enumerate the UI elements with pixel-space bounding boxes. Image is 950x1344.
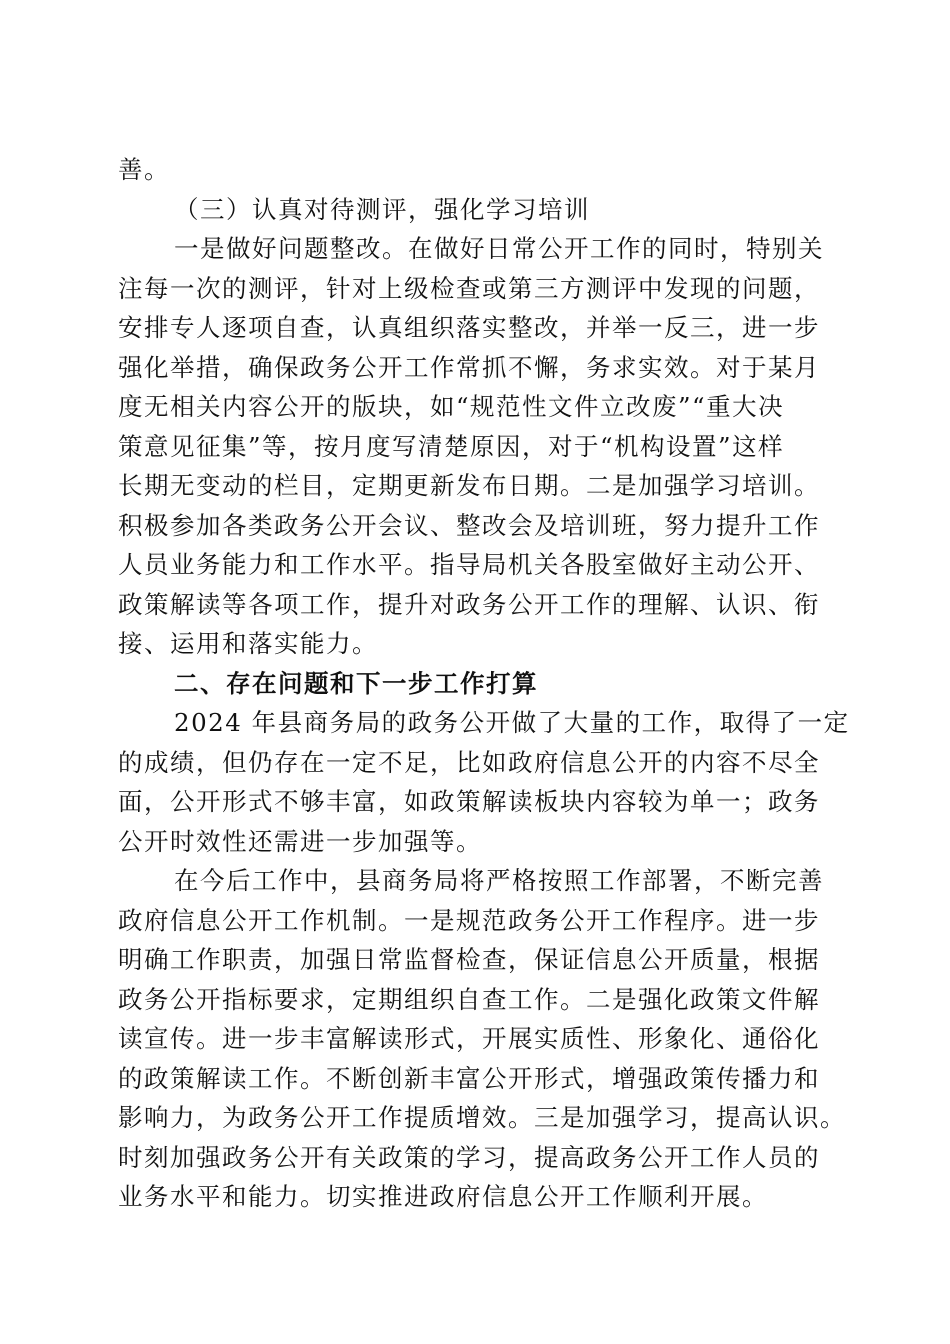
paragraph-line: 接、运用和落实能力。 xyxy=(118,629,378,658)
paragraph-next-steps xyxy=(118,861,846,1217)
paragraph-line: 的成绩，但仍存在一定不足，比如政府信息公开的内容不尽全 xyxy=(118,747,820,777)
carry-over-text: 善。 xyxy=(118,155,170,184)
paragraph-line: 读宣传。进一步丰富解读形式，开展实质性、形象化、通俗化 xyxy=(118,1024,820,1053)
paragraph-line: 人员业务能力和工作水平。指导局机关各股室做好主动公开、 xyxy=(118,550,820,579)
paragraph-line: 时刻加强政务公开有关政策的学习，提高政务公开工作人员的 xyxy=(118,1142,820,1172)
paragraph-rectification-and-training xyxy=(118,229,834,664)
paragraph-line: 2024 年县商务局的政务公开做了大量的工作，取得了一定 xyxy=(174,708,850,737)
paragraph-line: 政策解读等各项工作，提升对政务公开工作的理解、认识、衔 xyxy=(118,589,820,619)
document-body xyxy=(118,150,850,1217)
paragraph-line: 安排专人逐项自查，认真组织落实整改，并举一反三，进一步 xyxy=(118,313,820,342)
paragraph-line: 在今后工作中，县商务局将严格按照工作部署，不断完善 xyxy=(174,866,824,895)
paragraph-line: 的政策解读工作。不断创新丰富公开形式，增强政策传播力和 xyxy=(118,1063,820,1093)
sub-heading: （三）认真对待测评，强化学习培训 xyxy=(174,194,590,224)
paragraph-line: 一是做好问题整改。在做好日常公开工作的同时，特别关 xyxy=(174,234,824,263)
paragraph-line: 政府信息公开工作机制。一是规范政务公开工作程序。进一步 xyxy=(118,905,820,935)
paragraph-line: 政务公开指标要求，定期组织自查工作。二是强化政策文件解 xyxy=(118,984,820,1014)
paragraph-line: 注每一次的测评，针对上级检查或第三方测评中发现的问题， xyxy=(118,273,820,303)
paragraph-line: 面，公开形式不够丰富，如政策解读板块内容较为单一；政务 xyxy=(118,787,820,816)
paragraph-line: 积极参加各类政务公开会议、整改会及培训班，努力提升工作 xyxy=(118,510,820,540)
paragraph-line: 度无相关内容公开的版块，如“规范性文件立改废”“重大决 xyxy=(118,392,785,421)
section-heading: 二、存在问题和下一步工作打算 xyxy=(174,668,538,698)
paragraph-line: 长期无变动的栏目，定期更新发布日期。二是加强学习培训。 xyxy=(118,471,820,500)
paragraph-line: 策意见征集”等，按月度写清楚原因，对于“机构设置”这样 xyxy=(118,431,785,461)
paragraph-problems xyxy=(118,703,850,861)
paragraph-line: 公开时效性还需进一步加强等。 xyxy=(118,826,482,856)
paragraph-line: 强化举措，确保政务公开工作常抓不懈，务求实效。对于某月 xyxy=(118,352,820,382)
paragraph-line: 明确工作职责，加强日常监督检查，保证信息公开质量，根据 xyxy=(118,945,820,974)
paragraph-line: 影响力，为政务公开工作提质增效。三是加强学习，提高认识。 xyxy=(118,1103,846,1132)
paragraph-line: 业务水平和能力。切实推进政府信息公开工作顺利开展。 xyxy=(118,1182,768,1211)
